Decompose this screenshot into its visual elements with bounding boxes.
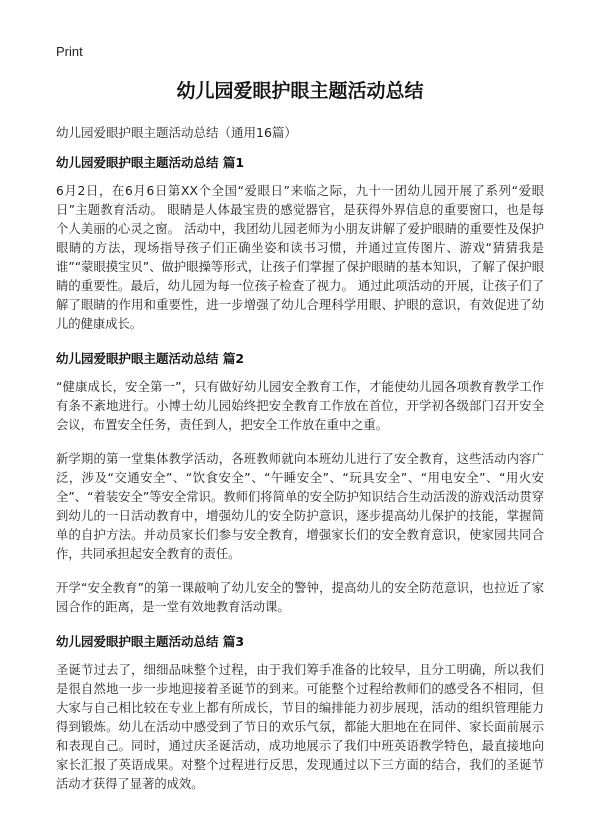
document-subtitle: 幼儿园爱眼护眼主题活动总结（通用16篇） [56, 125, 297, 140]
paragraph: “健康成长，安全第一”，只有做好幼儿园安全教育工作，才能使幼儿园各项教育教学工作有条不紊地进行。小博士幼儿园始终把安全教育工作放在首位，开学初各级部门召开安全会议，布置安全任务，责任到人，把安全工作放在重中之重。 [56, 380, 544, 432]
paragraph: 圣诞节过去了，细细品味整个过程，由于我们筹手准备的比较早，且分工明确，所以我们是很自然地一步一步地迎接着圣诞节的到来。可能整个过程给教师们的感受各不相同，但大家与自己相比较在专业上都有所成长，节目的编排能力初步展现，活动的组织管理能力得到锻炼。幼儿在活动中感受到了节日的欢乐气氛，都能大胆地在在同伴、家长面前展示和表现自己。同时，通过庆圣诞活动，成功地展示了我们中班英语教学特色，最直接地向家长汇报了英语成果。对整个过程进行反思，发现通过以下三方面的结合，我们的圣诞节活动才获得了显著的成效。 [56, 663, 544, 791]
section-heading: 幼儿园爱眼护眼主题活动总结 篇2 [56, 351, 245, 366]
section-heading: 幼儿园爱眼护眼主题活动总结 篇3 [56, 634, 245, 649]
section-1 [56, 154, 544, 334]
section-heading: 幼儿园爱眼护眼主题活动总结 篇1 [56, 155, 245, 170]
paragraph: 6月2日，在6月6日第XX个全国“爱眼日”来临之际，九十一团幼儿园开展了系列“爱眼日”主题教育活动。 眼睛是人体最宝贵的感觉器官，是获得外界信息的重要窗口，也是每个人美丽的心灵之窗。 活动中，我团幼儿园老师为小朋友讲解了爱护眼睛的重要性及保护眼睛的方法，现场指导孩子们正确坐姿和读书习惯，并通过宣传图片、游戏“猜猜我是谁”“蒙眼摸宝贝”、做护眼操等形式，让孩子们掌握了保护眼睛的基本知识，了解了保护眼睛的重要性。最后，幼儿园为每一位孩子检查了视力。 通过此项活动的开展，让孩子们了解了眼睛的作用和重要性，进一步增强了幼儿合理科学用眼、护眼的意识，有效促进了幼儿的健康成长。 [56, 184, 544, 331]
paragraph: 新学期的第一堂集体教学活动，各班教师就向本班幼儿进行了安全教育，这些活动内容广泛，涉及“交通安全”、“饮食安全”、“午睡安全”、“玩具安全”、“用电安全”、“用火安全”、“着装安全”等安全常识。教师们将简单的安全防护知识结合生动活泼的游戏活动贯穿到幼儿的一日活动教育中，增强幼儿的安全防护意识，逐步提高幼儿保护的技能，掌握简单的自护方法。并动员家长们参与安全教育，增强家长们的安全教育意识，使家园共同合作，共同承担起安全教育的责任。 [56, 452, 544, 561]
section-2 [56, 350, 544, 617]
section-3 [56, 633, 544, 794]
page-title: 幼儿园爱眼护眼主题活动总结 [176, 80, 424, 102]
print-link[interactable]: Print [56, 44, 83, 59]
paragraph: 开学“安全教育”的第一课敲响了幼儿安全的警钟，提高幼儿的安全防范意识，也拉近了家园合作的距离，是一堂有效地教育活动课。 [56, 581, 544, 614]
